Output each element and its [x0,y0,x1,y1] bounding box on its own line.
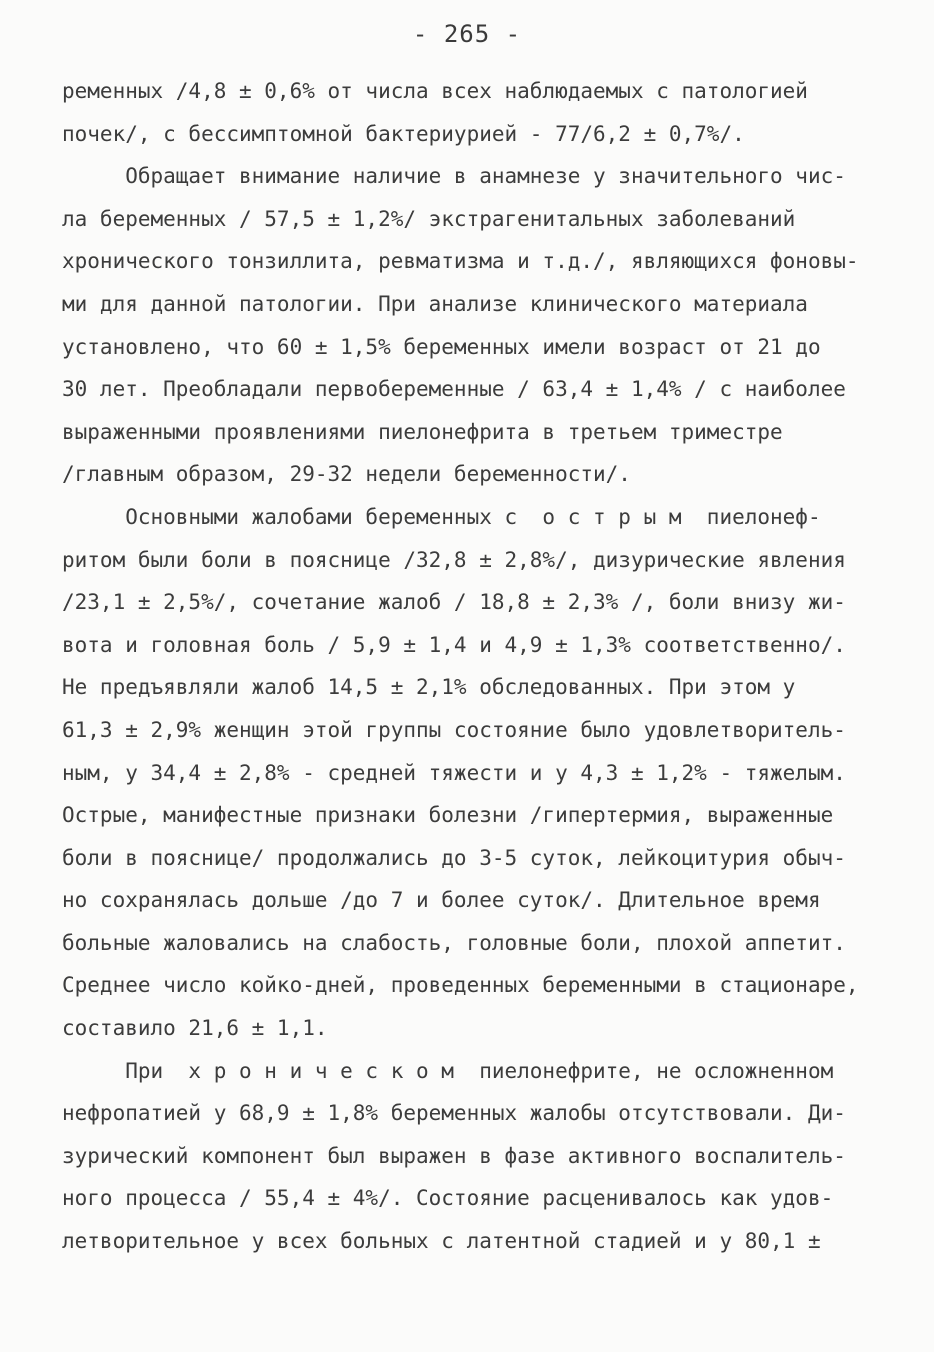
text-line: ременных /4,8 ± 0,6% от числа всех наблюдаемых с патологией [62,79,808,103]
text-line: ным, у 34,4 ± 2,8% - средней тяжести и у 4,3 ± 1,2% - тяжелым. [62,760,846,785]
text-line: Основными жалобами беременных с о с т р ы м пиелонеф- [62,504,821,529]
text-line: Среднее число койко-дней, проведенных беременными в стационаре, [62,973,859,998]
text-line: вота и головная боль / 5,9 ± 1,4 и 4,9 ± 1,3% соответственно/. [62,632,846,657]
text-line: нефропатией у 68,9 ± 1,8% беременных жалобы отсутствовали. Ди- [62,1101,846,1126]
text-line: Не предъявляли жалоб 14,5 ± 2,1% обследованных. При этом у [62,675,796,700]
text-line: ного процесса / 55,4 ± 4%/. Состояние расценивалось как удов- [62,1186,834,1211]
text-line: 61,3 ± 2,9% женщин этой группы состояние было удовлетворитель- [62,717,846,742]
text-line: но сохранялась дольше /до 7 и более суток/. Длительное время [62,888,821,913]
text-line: почек/, с бессимптомной бактериурией - 77/6,2 ± 0,7%/. [62,121,745,146]
text-line: установлено, что 60 ± 1,5% беременных имели возраст от 21 до [62,334,821,359]
text-line: Обращает внимание наличие в анамнезе у значительного чис- [62,164,846,189]
text-line: зурический компонент был выражен в фазе активного воспалитель- [62,1143,846,1168]
text-line: хронического тонзиллита, ревматизма и т.д./, являющихся фоновы- [62,249,859,274]
body-text [62,70,872,1263]
text-line: ми для данной патологии. При анализе клинического материала [62,291,808,316]
text-line: больные жаловались на слабость, головные боли, плохой аппетит. [62,930,846,955]
text-line: ритом были боли в пояснице /32,8 ± 2,8%/, дизурические явления [62,547,846,572]
text-line: боли в пояснице/ продолжались до 3-5 суток, лейкоцитурия обыч- [62,845,846,870]
text-line: ла беременных / 57,5 ± 1,2%/ экстрагенитальных заболеваний [62,206,796,231]
text-line: /главным образом, 29-32 недели беременности/. [62,462,631,487]
text-line: летворительное у всех больных с латентной стадией и у 80,1 ± [62,1229,821,1254]
text-line: Острые, манифестные признаки болезни /гипертермия, выраженные [62,803,834,828]
text-line: 30 лет. Преобладали первобеременные / 63,4 ± 1,4% / с наиболее [62,377,846,402]
text-line: При х р о н и ч е с к о м пиелонефрите, не осложненном [62,1058,834,1083]
text-line: выраженными проявлениями пиелонефрита в третьем триместре [62,419,783,444]
text-line: /23,1 ± 2,5%/, сочетание жалоб / 18,8 ± 2,3% /, боли внизу жи- [62,590,846,615]
text-line: составило 21,6 ± 1,1. [62,1016,328,1041]
page-number: - 265 - [412,20,522,48]
